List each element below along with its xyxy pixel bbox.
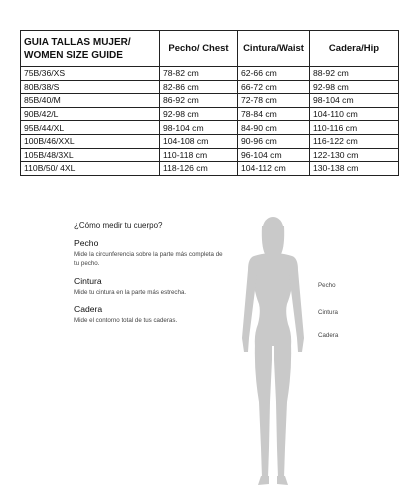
table-row	[21, 148, 399, 162]
hip-cell: 92-98 cm	[310, 80, 399, 94]
hip-cell: 110-116 cm	[310, 121, 399, 135]
waist-cell: 62-66 cm	[238, 67, 310, 81]
hip-guide-description: Mide el contorno total de tus caderas.	[74, 317, 178, 324]
table-header-row	[21, 31, 399, 67]
chest-cell: 118-126 cm	[160, 162, 238, 176]
waist-cell: 78-84 cm	[238, 107, 310, 121]
size-cell: 110B/50/ 4XL	[21, 162, 160, 176]
woman-silhouette-icon	[242, 217, 304, 485]
figure-label-waist: Cintura	[318, 309, 338, 316]
table-row	[21, 80, 399, 94]
chest-cell: 110-118 cm	[160, 148, 238, 162]
size-table	[20, 30, 399, 176]
table-row	[21, 107, 399, 121]
hip-cell: 122-130 cm	[310, 148, 399, 162]
chest-cell: 98-104 cm	[160, 121, 238, 135]
waist-cell: 96-104 cm	[238, 148, 310, 162]
chest-column-header: Pecho/ Chest	[160, 31, 238, 67]
chest-cell: 92-98 cm	[160, 107, 238, 121]
chest-cell: 104-108 cm	[160, 134, 238, 148]
size-cell: 75B/36/XS	[21, 67, 160, 81]
waist-cell: 84-90 cm	[238, 121, 310, 135]
size-cell: 100B/46/XXL	[21, 134, 160, 148]
waist-guide	[74, 276, 224, 298]
hip-guide	[74, 304, 224, 326]
size-cell: 105B/48/3XL	[21, 148, 160, 162]
waist-guide-description: Mide tu cintura en la parte más estrecha.	[74, 289, 187, 296]
table-row	[21, 121, 399, 135]
chest-guide-description: Mide la circunferencia sobre la parte más completa de tu pecho.	[74, 251, 223, 267]
waist-cell: 90-96 cm	[238, 134, 310, 148]
size-cell: 90B/42/L	[21, 107, 160, 121]
size-cell: 85B/40/M	[21, 94, 160, 108]
hip-guide-heading: Cadera	[74, 304, 103, 314]
table-row	[21, 162, 399, 176]
chest-cell: 78-82 cm	[160, 67, 238, 81]
table-row	[21, 67, 399, 81]
figure-label-hip: Cadera	[318, 332, 339, 339]
waist-cell: 104-112 cm	[238, 162, 310, 176]
chest-cell: 86-92 cm	[160, 94, 238, 108]
waist-guide-heading: Cintura	[74, 276, 102, 286]
waist-cell: 66-72 cm	[238, 80, 310, 94]
waist-cell: 72-78 cm	[238, 94, 310, 108]
hip-cell: 104-110 cm	[310, 107, 399, 121]
hip-column-header: Cadera/Hip	[310, 31, 399, 67]
chest-guide	[74, 238, 224, 268]
table-row	[21, 94, 399, 108]
table-row	[21, 134, 399, 148]
measure-guide-title: ¿Cómo medir tu cuerpo?	[74, 221, 163, 230]
body-silhouette-figure	[232, 212, 314, 492]
waist-column-header: Cintura/Waist	[238, 31, 310, 67]
hip-cell: 88-92 cm	[310, 67, 399, 81]
size-cell: 80B/38/S	[21, 80, 160, 94]
hip-cell: 130-138 cm	[310, 162, 399, 176]
hip-cell: 98-104 cm	[310, 94, 399, 108]
hip-cell: 116-122 cm	[310, 134, 399, 148]
figure-label-chest: Pecho	[318, 282, 336, 289]
chest-cell: 82-86 cm	[160, 80, 238, 94]
size-column-header: GUIA TALLAS MUJER/ WOMEN SIZE GUIDE	[21, 31, 160, 67]
size-cell: 95B/44/XL	[21, 121, 160, 135]
chest-guide-heading: Pecho	[74, 238, 99, 248]
